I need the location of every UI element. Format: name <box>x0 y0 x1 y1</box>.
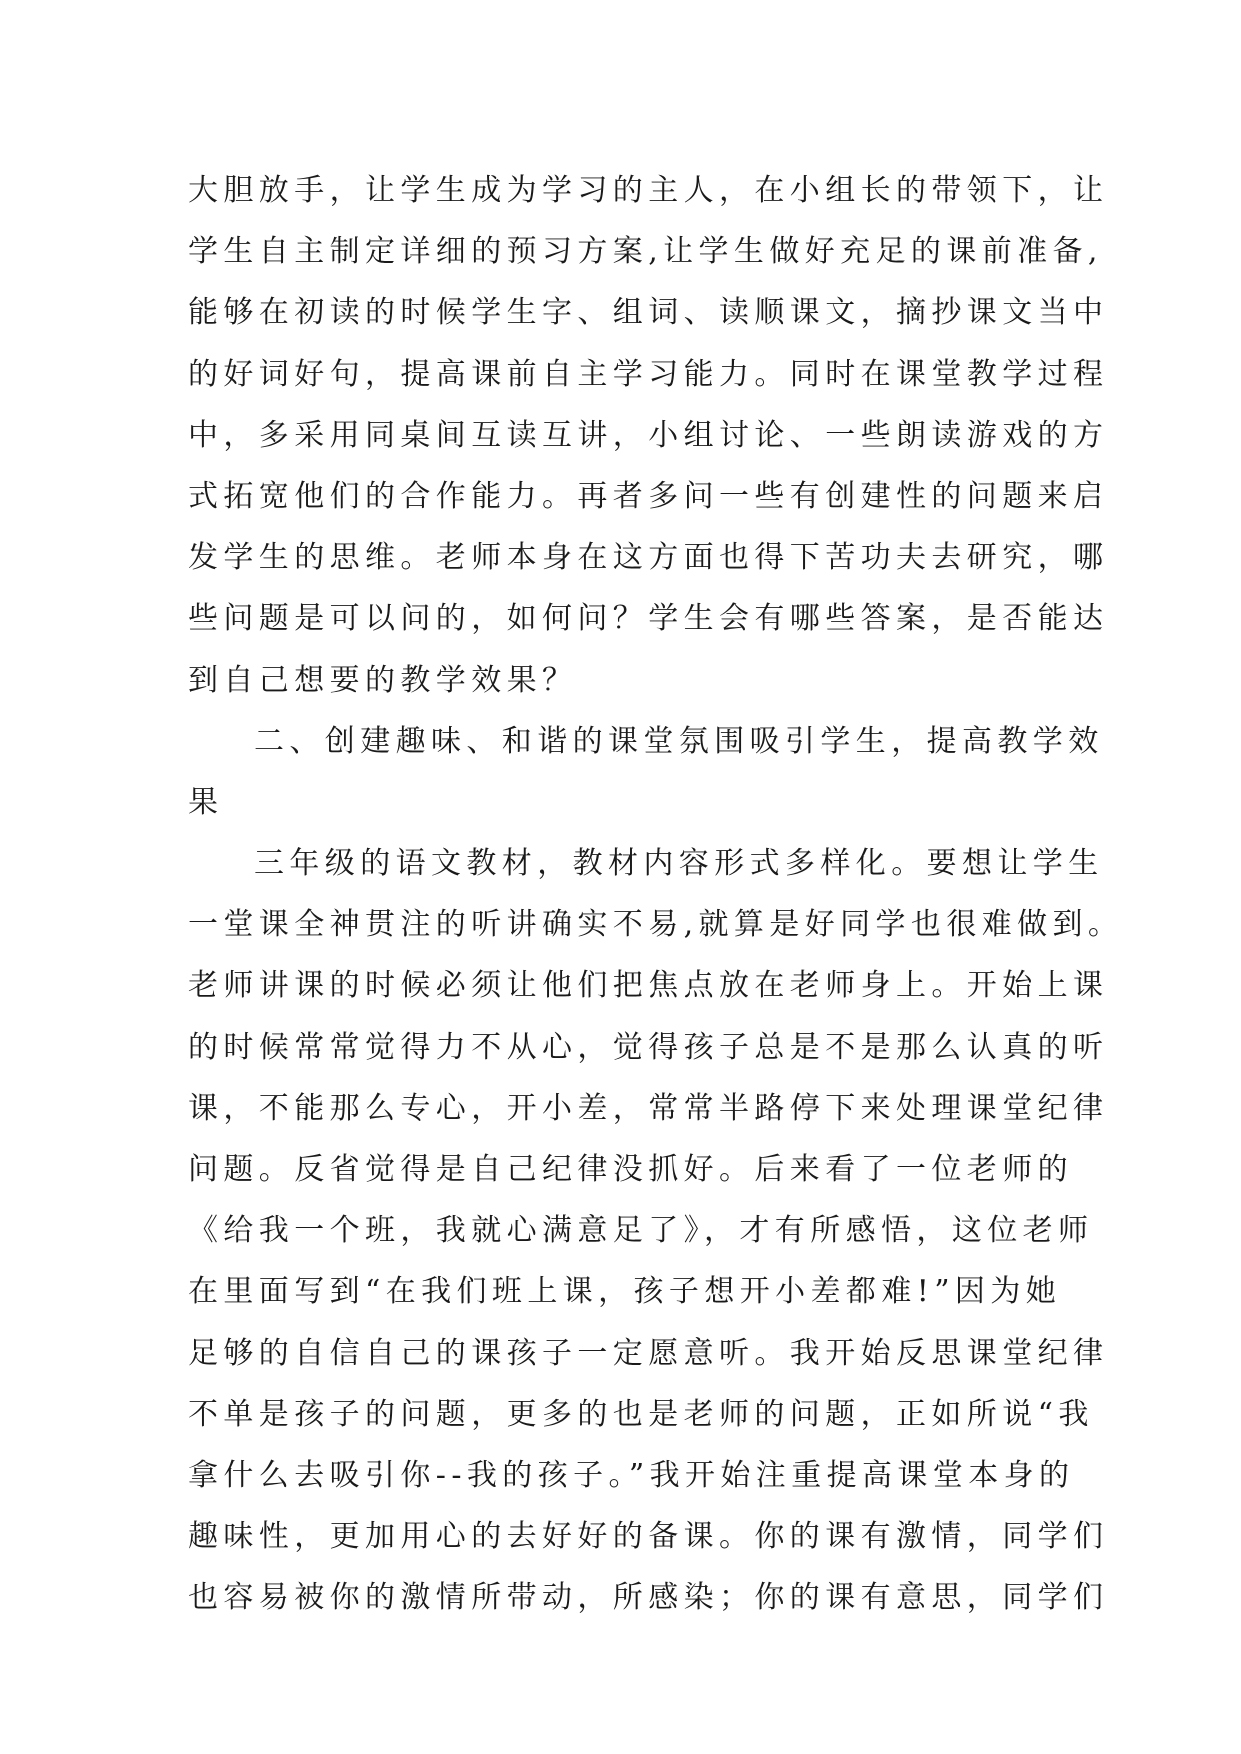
text-line: 不单是孩子的问题，更多的也是老师的问题，正如所说“我 <box>188 1396 1094 1432</box>
text-line: 中，多采用同桌间互读互讲，小组讨论、一些朗读游戏的方 <box>188 417 1109 453</box>
text-line: 足够的自信自己的课孩子一定愿意听。我开始反思课堂纪律 <box>188 1335 1109 1371</box>
text-line: 在里面写到“在我们班上课，孩子想开小差都难!”因为她 <box>188 1274 1062 1310</box>
text-line: 《给我一个班，我就心满意足了》，才有所感悟，这位老师 <box>188 1213 1094 1249</box>
text-line: 发学生的思维。老师本身在这方面也得下苦功夫去研究，哪 <box>188 540 1109 576</box>
text-line: 也容易被你的激情所带动，所感染；你的课有意思，同学们 <box>188 1580 1109 1616</box>
text-line: 的时候常常觉得力不从心，觉得孩子总是不是那么认真的听 <box>188 1029 1109 1065</box>
text-line: 三年级的语文教材，教材内容形式多样化。要想让学生 <box>254 846 1104 882</box>
body-text <box>188 160 1124 1629</box>
text-line: 问题。反省觉得是自己纪律没抓好。后来看了一位老师的 <box>188 1152 1073 1187</box>
text-line: 课，不能那么专心，开小差，常常半路停下来处理课堂纪律 <box>188 1090 1109 1126</box>
text-line: 拿什么去吸引你--我的孩子。”我开始注重提高课堂本身的 <box>188 1457 1075 1493</box>
text-line: 些问题是可以问的，如何问？学生会有哪些答案，是否能达 <box>188 601 1109 637</box>
text-line: 到自己想要的教学效果？ <box>188 662 578 698</box>
text-line: 式拓宽他们的合作能力。再者多问一些有创建性的问题来启 <box>188 478 1109 514</box>
text-line: 二、创建趣味、和谐的课堂氛围吸引学生，提高教学效 <box>254 723 1104 759</box>
text-line: 大胆放手，让学生成为学习的主人，在小组长的带领下，让 <box>188 173 1109 208</box>
text-line: 能够在初读的时候学生字、组词、读顺课文，摘抄课文当中 <box>188 295 1109 331</box>
text-line: 的好词好句，提高课前自主学习能力。同时在课堂教学过程 <box>188 356 1109 392</box>
text-line: 学生自主制定详细的预习方案,让学生做好充足的课前准备, <box>188 234 1103 270</box>
text-line: 果 <box>188 784 224 820</box>
text-line: 一堂课全神贯注的听讲确实不易,就算是好同学也很难做到。 <box>188 907 1124 943</box>
text-line: 趣味性，更加用心的去好好的备课。你的课有激情，同学们 <box>188 1519 1109 1555</box>
text-line: 老师讲课的时候必须让他们把焦点放在老师身上。开始上课 <box>188 968 1109 1004</box>
